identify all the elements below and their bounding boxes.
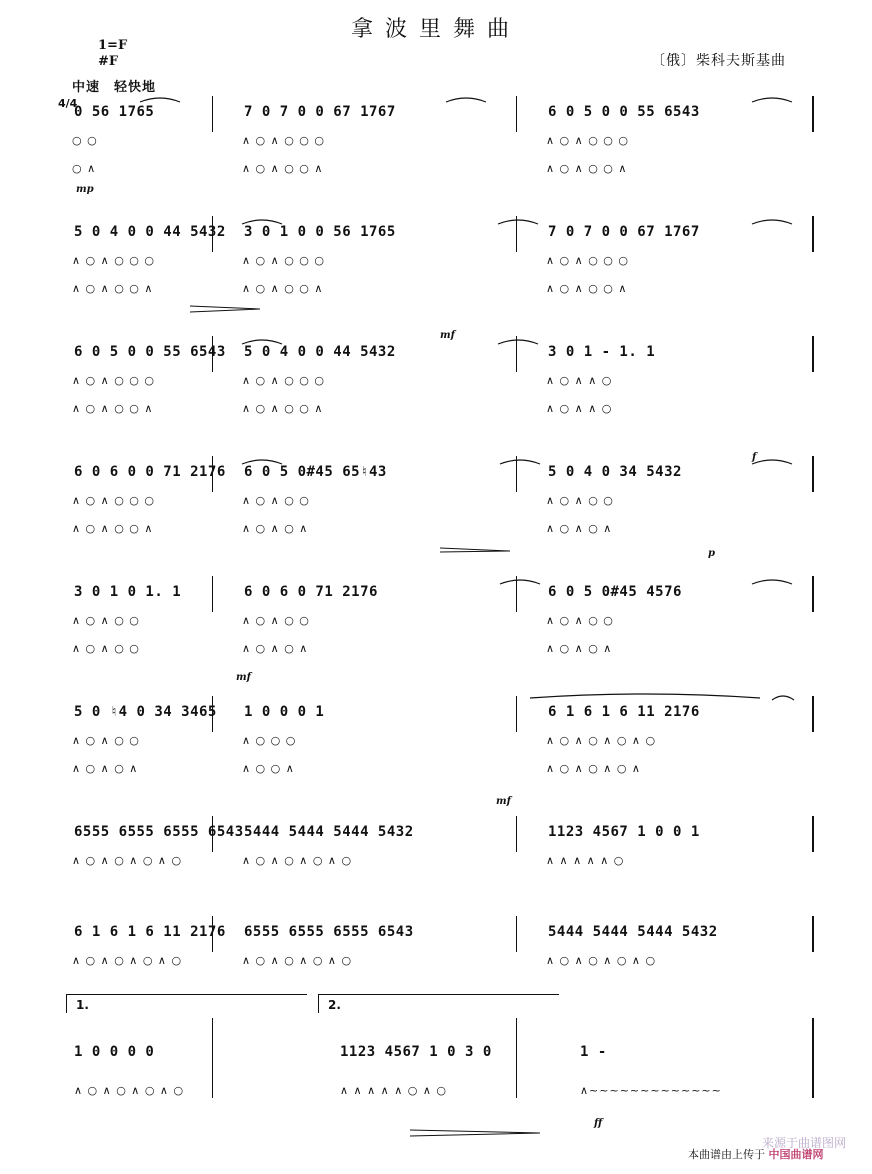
slur-mark [500, 460, 540, 464]
accompaniment-lower: ∧ ○ ∧ ○ ○ ∧ [546, 162, 628, 175]
accompaniment-upper: ∧ ○ ∧ ○ ○ [72, 734, 140, 747]
melody-measure: 5 0 ♮4 0 34 3465 [74, 704, 217, 720]
footer-text: 本曲谱由上传于 [688, 1148, 765, 1161]
bar-line [516, 916, 517, 952]
accompaniment-lower: ∧ ○ ∧ ○ ∧ [242, 522, 309, 535]
bar-line [812, 816, 814, 852]
melody-measure: 3 0 1 0 0 56 1765 [244, 224, 396, 240]
dynamic-marking: f [752, 452, 757, 463]
bar-line [212, 576, 213, 612]
melody-measure: 6 1 6 1 6 11 2176 [74, 924, 226, 940]
bar-line [212, 96, 213, 132]
bar-line [812, 696, 814, 732]
key-line-1: 1=F [98, 38, 128, 53]
accompaniment-lower: ∧ ○ ∧ ∧ ○ [546, 402, 613, 415]
dynamic-marking: mf [496, 796, 511, 807]
melody-measure: 7 0 7 0 0 67 1767 [548, 224, 700, 240]
melody-measure: 5 0 4 0 0 44 5432 [74, 224, 226, 240]
volta-2: 2. [328, 998, 341, 1012]
accompaniment-lower: ○ ∧ [72, 162, 97, 175]
accompaniment-upper: ∧ ○ ∧ ○ ∧ ○ ∧ ○ [546, 734, 657, 747]
melody-measure: 5444 5444 5444 5432 [244, 824, 414, 840]
accompaniment-upper: ∧ ○ ∧ ∧ ○ [546, 374, 613, 387]
slur-mark [752, 220, 792, 224]
bar-line [516, 696, 517, 732]
accompaniment-upper: ∧ ∧ ∧ ∧ ∧ ○ [546, 854, 625, 867]
accompaniment-lower: ∧ ○ ∧ ○ ○ ∧ [72, 522, 154, 535]
slur-mark [498, 340, 538, 344]
bar-line [812, 916, 814, 952]
accompaniment-lower: ∧ ○ ∧ ○ ○ ∧ [242, 162, 324, 175]
accompaniment-upper: ∧ ○ ∧ ○ ∧ ○ ∧ ○ [546, 954, 657, 967]
accompaniment-upper: ∧ ○ ∧ ○ ○ ○ [546, 254, 629, 267]
volta-bracket [318, 994, 559, 1013]
slur-mark [752, 460, 792, 464]
melody-measure: 5 0 4 0 34 5432 [548, 464, 682, 480]
melody-measure: 1123 4567 1 0 0 1 [548, 824, 700, 840]
bar-line [812, 456, 814, 492]
melody-measure: 1 0 0 0 1 [244, 704, 325, 720]
accompaniment-upper: ∧ ○ ∧ ○ ○ [72, 614, 140, 627]
slur-mark [752, 98, 792, 102]
volta-1: 1. [76, 998, 89, 1012]
dynamic-marking: ff [594, 1118, 603, 1129]
accompaniment-upper: ∧ ○ ∧ ○ ○ [546, 494, 614, 507]
accompaniment-lower: ∧ ○ ∧ ○ ∧ [72, 762, 139, 775]
bar-line [516, 456, 517, 492]
bar-line [516, 216, 517, 252]
accompaniment-lower: ∧~~~~~~~~~~~~~ [580, 1084, 722, 1097]
slur-mark [446, 98, 486, 102]
melody-measure: 6 0 6 0 0 71 2176 [74, 464, 226, 480]
footer-site[interactable]: 中国曲谱网 [768, 1148, 824, 1161]
slur-mark [772, 696, 794, 700]
bar-line [516, 816, 517, 852]
melody-measure: 6555 6555 6555 6543 [244, 924, 414, 940]
hairpin-mark [440, 548, 510, 552]
melody-measure: 3 0 1 - 1. 1 [548, 344, 656, 360]
accompaniment-upper: ∧ ○ ○ ○ [242, 734, 297, 747]
accompaniment-upper: ∧ ○ ∧ ○ ○ ○ [72, 494, 155, 507]
accompaniment-lower: ∧ ○ ∧ ○ ∧ ○ ∧ [546, 762, 641, 775]
slur-mark [498, 220, 538, 224]
slur-mark [140, 98, 180, 102]
accompaniment-lower: ∧ ○ ∧ ○ ○ ∧ [72, 282, 154, 295]
melody-measure: 7 0 7 0 0 67 1767 [244, 104, 396, 120]
bar-line [812, 1018, 814, 1098]
melody-measure: 5444 5444 5444 5432 [548, 924, 718, 940]
tempo-marking: 中速 轻快地 [72, 80, 157, 95]
melody-measure: 6 0 5 0 0 55 6543 [548, 104, 700, 120]
accompaniment-lower: ∧ ○ ∧ ○ ∧ [242, 642, 309, 655]
accompaniment-upper: ∧ ○ ∧ ○ ○ ○ [546, 134, 629, 147]
accompaniment-upper: ∧ ○ ∧ ○ ○ ○ [72, 374, 155, 387]
accompaniment-upper: ∧ ○ ∧ ○ ∧ ○ ∧ ○ [72, 854, 183, 867]
key-signature [98, 38, 127, 70]
accompaniment-lower: ∧ ○ ∧ ○ ∧ [546, 642, 613, 655]
page-title: 拿波里舞曲 [350, 17, 521, 42]
accompaniment-upper: ∧ ○ ∧ ○ ○ [242, 614, 310, 627]
dynamic-marking: mf [440, 330, 455, 341]
hairpin-mark [410, 1130, 540, 1136]
melody-measure: 3 0 1 0 1. 1 [74, 584, 182, 600]
accompaniment-upper: ∧ ○ ∧ ○ ∧ ○ ∧ ○ [242, 954, 353, 967]
bar-line [516, 576, 517, 612]
accompaniment-lower: ∧ ○ ∧ ○ ○ ∧ [242, 402, 324, 415]
time-signature: 4/4 [58, 97, 78, 110]
accompaniment-lower: ∧ ○ ∧ ○ ○ ∧ [72, 402, 154, 415]
melody-measure: 6 0 5 0#45 65♮43 [244, 464, 387, 480]
accompaniment-upper: ∧ ○ ∧ ○ ○ ○ [242, 254, 325, 267]
bar-line [812, 336, 814, 372]
accompaniment-lower: ∧ ○ ∧ ○ ○ [72, 642, 140, 655]
composer-credit: 〔俄〕柴科夫斯基曲 [651, 53, 786, 69]
bar-line [212, 1018, 213, 1098]
dynamic-marking: p [708, 548, 715, 559]
melody-measure: 6 0 6 0 71 2176 [244, 584, 378, 600]
bar-line [812, 96, 814, 132]
bar-line [516, 96, 517, 132]
key-line-2: #F [98, 54, 119, 69]
melody-measure: 1 - [580, 1044, 607, 1060]
melody-measure: 0 56 1765 [74, 104, 155, 120]
accompaniment-lower: ∧ ○ ∧ ○ ∧ [546, 522, 613, 535]
dynamic-marking: mf [236, 672, 251, 683]
bar-line [516, 336, 517, 372]
accompaniment-upper: ○ ○ [72, 134, 98, 147]
melody-measure: 6 0 5 0 0 55 6543 [74, 344, 226, 360]
melody-measure: 1 0 0 0 0 [74, 1044, 155, 1060]
accompaniment-upper: ∧ ○ ∧ ○ ○ ○ [242, 374, 325, 387]
melody-measure: 6 1 6 1 6 11 2176 [548, 704, 700, 720]
watermark: 来源于曲谱图网 [761, 1136, 846, 1150]
accompaniment-upper: ∧ ○ ∧ ○ ∧ ○ ∧ ○ [72, 954, 183, 967]
accompaniment-upper: ∧ ○ ∧ ○ ○ [546, 614, 614, 627]
bar-line [812, 576, 814, 612]
accompaniment-upper: ∧ ○ ∧ ○ ○ [242, 494, 310, 507]
volta-bracket [66, 994, 307, 1013]
accompaniment-upper: ∧ ○ ∧ ○ ○ ○ [72, 254, 155, 267]
slur-mark [500, 580, 540, 584]
accompaniment-upper: ∧ ○ ∧ ○ ∧ ○ ∧ ○ [242, 854, 353, 867]
bar-line [516, 1018, 517, 1098]
melody-measure: 6555 6555 6555 6543 [74, 824, 244, 840]
accompaniment-lower: ∧ ○ ∧ ○ ∧ ○ ∧ ○ [74, 1084, 185, 1097]
bar-line [812, 216, 814, 252]
dynamic-marking: mp [76, 184, 94, 195]
accompaniment-upper: ∧ ○ ∧ ○ ○ ○ [242, 134, 325, 147]
hairpin-mark [190, 306, 260, 312]
accompaniment-lower: ∧ ∧ ∧ ∧ ∧ ○ ∧ ○ [340, 1084, 447, 1097]
melody-measure: 6 0 5 0#45 4576 [548, 584, 682, 600]
slur-mark [530, 694, 760, 698]
accompaniment-lower: ∧ ○ ∧ ○ ○ ∧ [546, 282, 628, 295]
accompaniment-lower: ∧ ○ ○ ∧ [242, 762, 295, 775]
accompaniment-lower: ∧ ○ ∧ ○ ○ ∧ [242, 282, 324, 295]
melody-measure: 5 0 4 0 0 44 5432 [244, 344, 396, 360]
slur-mark [752, 580, 792, 584]
melody-measure: 1123 4567 1 0 3 0 [340, 1044, 492, 1060]
